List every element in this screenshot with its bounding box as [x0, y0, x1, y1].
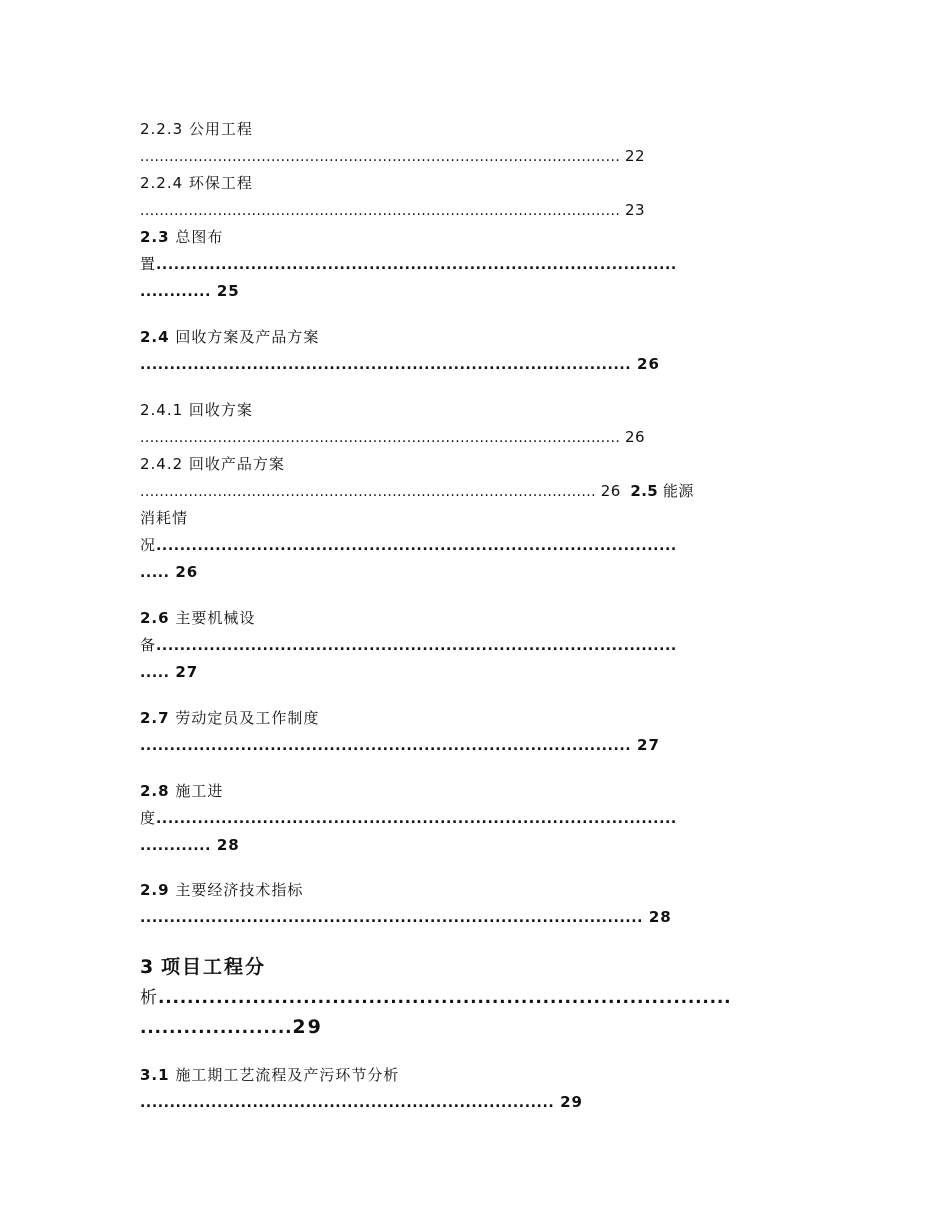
dot-leader: ..................... — [140, 1018, 293, 1038]
dot-leader: ..... — [140, 665, 170, 681]
toc-entry-3-1-leader[interactable] — [140, 1092, 583, 1113]
toc-entry-2-3-title[interactable]: 2.3 总图布 — [140, 228, 224, 246]
dot-leader: ........................................................................................ — [156, 257, 677, 273]
toc-entry-3-page[interactable] — [140, 1015, 323, 1040]
toc-entry-2-2-4-title[interactable]: 2.2.4 环保工程 — [140, 174, 253, 192]
page-number: 25 — [216, 282, 240, 300]
toc-entry-2-8-title[interactable]: 2.8 施工进 — [140, 782, 224, 800]
page-number: 22 — [625, 147, 645, 165]
toc-entry-2-4-1-title[interactable]: 2.4.1 回收方案 — [140, 401, 253, 419]
page-number: 29 — [560, 1093, 583, 1111]
page-number: 26 — [600, 482, 621, 500]
dot-leader: ........................................................................................ — [156, 811, 677, 827]
page-number: 27 — [175, 663, 199, 681]
dot-leader: ...................................................................... — [140, 1095, 555, 1111]
dot-leader: ................................................................................................... — [140, 149, 621, 165]
toc-entry-2-5-page[interactable] — [140, 562, 198, 583]
dot-leader: ................................................................................... — [140, 357, 632, 373]
page-number: 27 — [637, 736, 660, 754]
dot-leader: ..... — [140, 565, 170, 581]
dot-leader: ..................................................................................... — [140, 910, 644, 926]
toc-entry-2-4-1-leader[interactable] — [140, 427, 645, 448]
dot-leader: ........................................................................................ — [156, 538, 677, 554]
dot-leader: ........................................................................................ — [156, 638, 677, 654]
toc-entry-2-5-title[interactable]: 消耗情 — [140, 509, 189, 527]
dot-leader: ................................................................................................... — [140, 430, 621, 446]
toc-entry-2-7-leader[interactable] — [140, 735, 660, 756]
toc-entry-2-5-leader[interactable]: 况........................................................................................ — [140, 536, 677, 554]
toc-entry-3-title[interactable]: 3 项目工程分 — [140, 956, 267, 978]
toc-entry-2-4-2-title[interactable]: 2.4.2 回收产品方案 — [140, 455, 285, 473]
dot-leader: ............ — [140, 838, 212, 854]
toc-entry-2-3-page[interactable] — [140, 281, 240, 302]
toc-entry-2-7-title[interactable]: 2.7 劳动定员及工作制度 — [140, 709, 320, 727]
toc-entry-2-6-page[interactable] — [140, 662, 198, 683]
dot-leader: ............ — [140, 284, 212, 300]
page-number: 23 — [625, 201, 645, 219]
dot-leader: ................................................................................................... — [140, 203, 621, 219]
toc-entry-3-1-title[interactable]: 3.1 施工期工艺流程及产污环节分析 — [140, 1066, 400, 1084]
toc-entry-2-8-leader[interactable]: 度........................................................................................ — [140, 809, 677, 827]
page-number: 29 — [292, 1016, 323, 1038]
toc-entry-2-9-title[interactable]: 2.9 主要经济技术指标 — [140, 881, 304, 899]
toc-entry-2-4-title[interactable]: 2.4 回收方案及产品方案 — [140, 328, 320, 346]
toc-entry-2-4-leader[interactable] — [140, 354, 660, 375]
toc-entry-2-6-title[interactable]: 2.6 主要机械设 — [140, 609, 256, 627]
dot-leader: .............................................................................................. — [140, 484, 596, 500]
toc-entry-2-2-4-leader[interactable] — [140, 200, 645, 221]
dot-leader: ................................................................................... — [140, 738, 632, 754]
toc-entry-3-leader[interactable]: 析............................................................................... — [140, 988, 732, 1008]
dot-leader: ............................................................................... — [158, 988, 732, 1008]
toc-entry-2-2-3-title[interactable]: 2.2.3 公用工程 — [140, 120, 253, 138]
page-number: 28 — [648, 908, 672, 926]
page-number: 26 — [175, 563, 199, 581]
page-number: 26 — [637, 355, 660, 373]
toc-entry-2-6-leader[interactable]: 备........................................................................................ — [140, 636, 677, 654]
toc-entry-2-8-page[interactable] — [140, 835, 240, 856]
page-number: 26 — [625, 428, 645, 446]
toc-entry-2-3-leader[interactable]: 置........................................................................................ — [140, 255, 677, 273]
toc-entry-2-9-leader[interactable] — [140, 907, 672, 928]
toc-entry-2-4-2-leader[interactable]: .............................................................................................. 26 2.5 能源 — [140, 482, 694, 500]
toc-entry-2-2-3-leader[interactable] — [140, 146, 645, 167]
page-number: 28 — [216, 836, 240, 854]
